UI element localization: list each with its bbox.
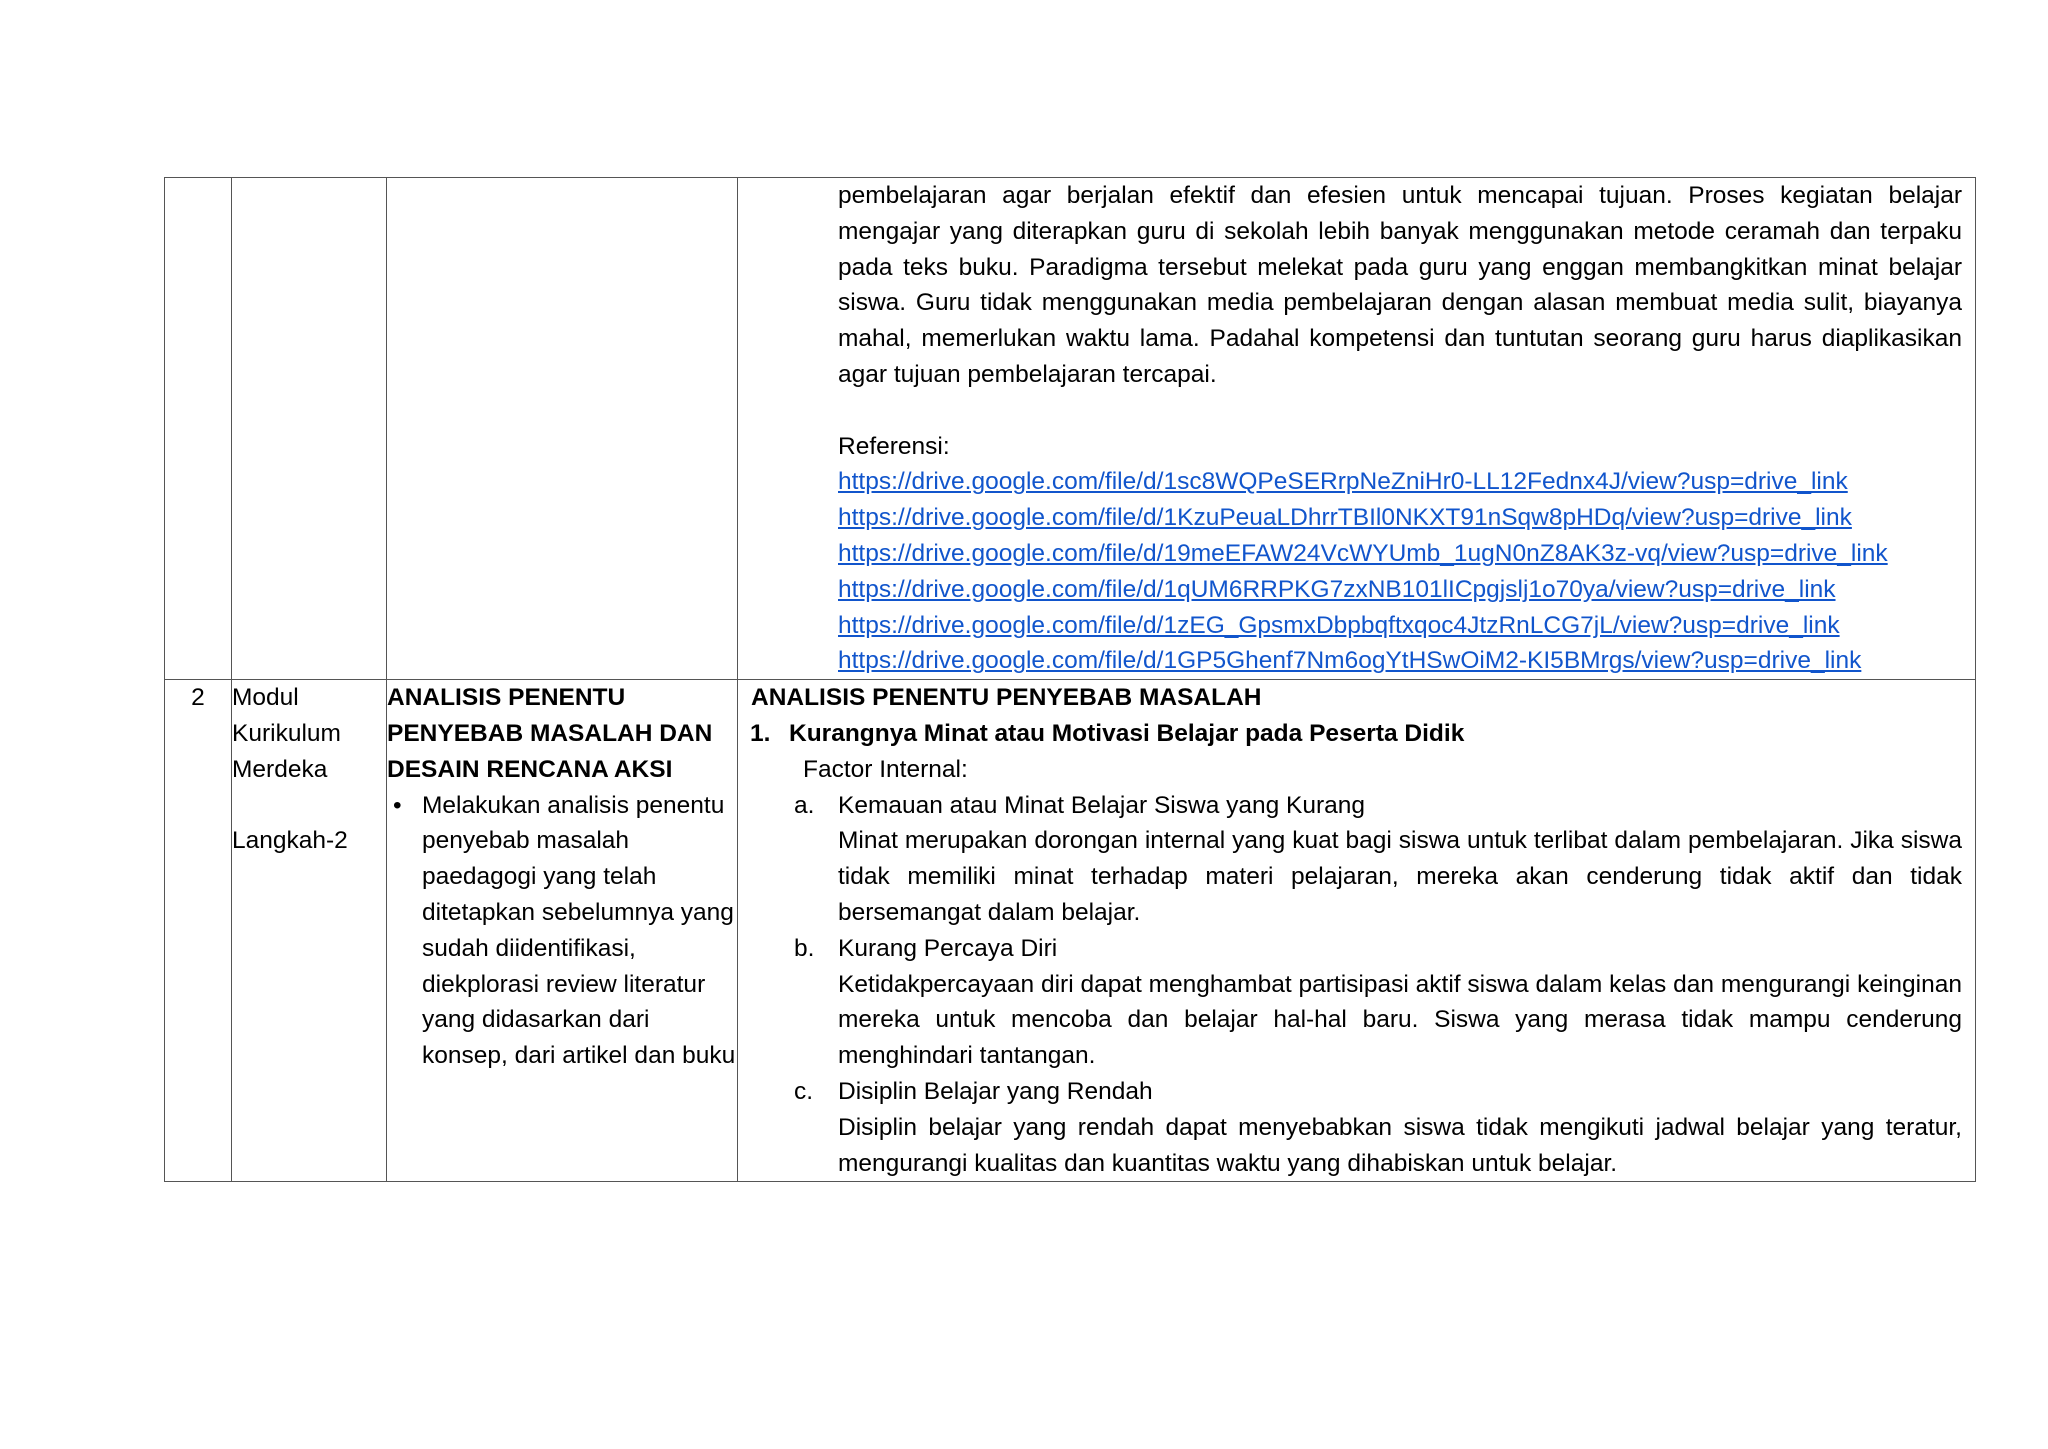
module-table [164,177,1976,1182]
task-bullet-text: Melakukan analisis penentu penyebab masalah paedagogi yang telah ditetapkan sebelumnya yang sudah diidentifikasi, diekplorasi review literatur yang didasarkan dari konsep, dari artikel dan buku [422,791,736,1070]
row-number: 2 [165,680,232,1182]
reference-link-1[interactable]: https://drive.google.com/file/d/1sc8WQPeSERrpNeZniHr0-LL12Fednx4J/view?usp=drive_link [838,468,1848,496]
sub-item [738,931,1975,1074]
row1-content-cell [738,178,1976,680]
sub-item-text: Minat merupakan dorongan internal yang kuat bagi siswa untuk terlibat dalam pembelajaran. Jika siswa tidak memiliki minat terhadap materi pelajaran, mereka akan cenderung tidak aktif dan tidak bersemangat dalam belajar. [838,827,1962,926]
reference-link-6[interactable]: https://drive.google.com/file/d/1GP5Ghenf7Nm6ogYtHSwOiM2-KI5BMrgs/view?usp=drive_link [838,647,1862,675]
table-row [165,680,1976,1182]
content-title: ANALISIS PENENTU PENYEBAB MASALAH [751,684,1262,712]
sub-item-mark: a. [794,791,815,819]
task-title: ANALISIS PENENTU PENYEBAB MASALAH DAN DESAIN RENCANA AKSI [387,684,713,783]
row1-module-cell [232,178,387,680]
sub-item-mark: b. [794,934,815,962]
continued-paragraph: pembelajaran agar berjalan efektif dan efesien untuk mencapai tujuan. Proses kegiatan belajar mengajar yang diterapkan guru di sekolah lebih banyak menggunakan metode ceramah dan terpaku pada teks buku. Paradigma tersebut melekat pada guru yang enggan membangkitkan minat belajar siswa. Guru tidak menggunakan media pembelajaran dengan alasan membuat media sulit, biayanya mahal, memerlukan waktu lama. Padahal kompetensi dan tuntutan seorang guru harus diaplikasikan agar tujuan pembelajaran tercapai. [838,182,1962,388]
sub-item-mark: c. [794,1077,814,1105]
sub-item-title: Kemauan atau Minat Belajar Siswa yang Kurang [838,791,1366,819]
reference-label: Referensi: [838,432,950,460]
task-bullet-item [393,788,737,1074]
sub-item [738,788,1975,931]
content-cell [738,680,1976,1182]
table-row [165,178,1976,680]
step-label: Langkah-2 [232,827,348,855]
reference-link-2[interactable]: https://drive.google.com/file/d/1KzuPeuaLDhrrTBIl0NKXT91nSqw8pHDq/view?usp=drive_link [838,504,1852,532]
sub-item-text: Disiplin belajar yang rendah dapat menyebabkan siswa tidak mengikuti jadwal belajar yang teratur, mengurangi kualitas dan kuantitas waktu yang dihabiskan untuk belajar. [838,1113,1962,1177]
item-number: 1. [750,719,771,747]
sub-item-title: Kurang Percaya Diri [838,934,1058,962]
factor-label: Factor Internal: [803,755,968,783]
reference-link-4[interactable]: https://drive.google.com/file/d/1qUM6RRPKG7zxNB101lICpgjslj1o70ya/view?usp=drive_link [838,575,1836,603]
reference-link-3[interactable]: https://drive.google.com/file/d/19meEFAW24VcWYUmb_1ugN0nZ8AK3z-vq/view?usp=drive_link [838,539,1888,567]
row1-task-cell [387,178,738,680]
task-cell [387,680,738,1182]
module-name-line: Merdeka [232,755,328,783]
numbered-item [738,716,1975,752]
sub-item-title: Disiplin Belajar yang Rendah [838,1077,1153,1105]
module-cell [232,680,387,1182]
module-name-line: Modul [232,684,299,712]
sub-item [738,1074,1975,1181]
row1-number-cell [165,178,232,680]
bullet-icon: • [393,791,402,819]
reference-link-5[interactable]: https://drive.google.com/file/d/1zEG_GpsmxDbpbqftxqoc4JtzRnLCG7jL/view?usp=drive_link [838,611,1840,639]
item-title: Kurangnya Minat atau Motivasi Belajar pada Peserta Didik [789,719,1465,747]
sub-item-text: Ketidakpercayaan diri dapat menghambat partisipasi aktif siswa dalam kelas dan mengurangi keinginan mereka untuk mencoba dan belajar hal-hal baru. Siswa yang merasa tidak mampu cenderung menghindari tantangan. [838,970,1962,1070]
module-name-line: Kurikulum [232,719,341,747]
